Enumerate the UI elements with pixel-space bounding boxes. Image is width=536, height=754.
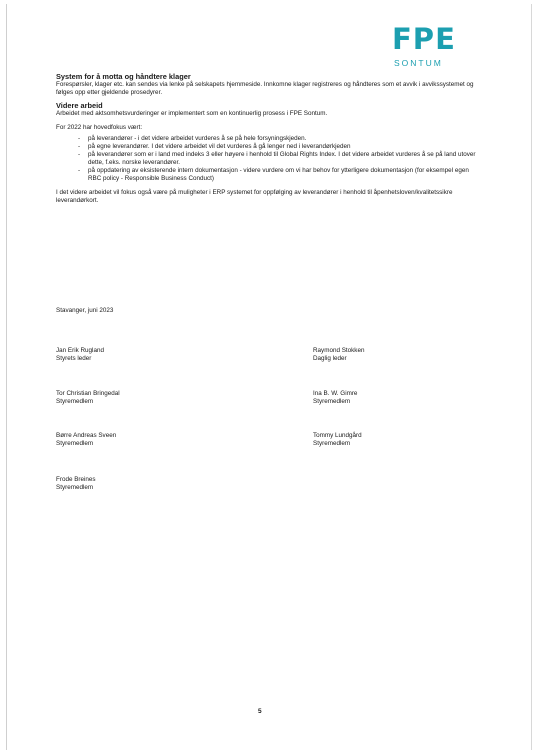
signature-block [313, 432, 362, 448]
signatory-title: Styremedlem [56, 398, 94, 405]
list-item: - på egne leverandører. I det videre arbeidet vil det vurderes å gå lenger ned i leverandørkjeden [78, 143, 476, 151]
signatory-title: Styremedlem [56, 484, 94, 491]
complaints-body: Forespørsler, klager etc. kan sendes via lenke på selskapets hjemmeside. Innkomne klager registreres og håndteres som et avvik i avvikssystemet og følges opp etter gjeldende prosedyrer. [56, 81, 474, 96]
signatory-title: Styremedlem [56, 440, 94, 447]
focus-intro: For 2022 har hovedfokus vært: [56, 124, 143, 131]
page-number: 5 [258, 708, 262, 715]
signatory-title: Styrets leder [56, 355, 92, 362]
signatory-name: Jan Erik Rugland [56, 347, 104, 354]
signature-block [56, 347, 104, 363]
closing-paragraph: I det videre arbeidet vil fokus også være på muligheter i ERP systemet for oppfølging av leverandører i henhold til åpenhetsloven/kvalitetssikre leverandørkort. [56, 189, 453, 204]
signature-block [56, 432, 116, 448]
signature-block [56, 476, 96, 492]
document-content [56, 72, 476, 205]
signatory-name: Tommy Lundgård [313, 432, 362, 439]
signatory-title: Styremedlem [313, 440, 351, 447]
signatory-title: Styremedlem [313, 398, 351, 405]
list-item: - på leverandører - i det videre arbeidet vurderes å se på hele forsyningskjeden. [78, 135, 476, 143]
fpe-sontum-logo [392, 22, 482, 70]
place-date: Stavanger, juni 2023 [56, 307, 114, 314]
logo-main-text: FPE [392, 22, 456, 56]
further-work-body: Arbeidet med aktsomhetsvurderinger er implementert som en kontinuerlig prosess i FPE Sontum. [56, 110, 328, 117]
signatory-name: Børre Andreas Sveen [56, 432, 117, 439]
list-item: - på oppdatering av eksisterende intern dokumentasjon - videre vurdere om vi har behov for ytterligere dokumentasjon (for eksempel egen RBC policy - Responsible Business Conduct) [78, 167, 476, 183]
signatory-name: Raymond Stokken [313, 347, 365, 354]
focus-list [56, 135, 476, 183]
signatory-name: Ina B. W. Gimre [313, 390, 358, 397]
logo-sub-text: SONTUM [394, 58, 443, 68]
list-item: - på leverandører som er i land med indeks 3 eller høyere i henhold til Global Rights Index. I det videre arbeidet vurderes å se på land utover dette, f.eks. norske leverandører. [78, 151, 476, 167]
signatory-title: Daglig leder [313, 355, 347, 362]
further-work-heading: Videre arbeid [56, 101, 103, 110]
signatory-name: Frode Breines [56, 476, 96, 483]
complaints-heading: System for å motta og håndtere klager [56, 72, 191, 81]
signatory-name: Tor Christian Bringedal [56, 390, 120, 397]
signature-block [313, 390, 357, 406]
signature-block [56, 390, 120, 406]
signature-block [313, 347, 364, 363]
